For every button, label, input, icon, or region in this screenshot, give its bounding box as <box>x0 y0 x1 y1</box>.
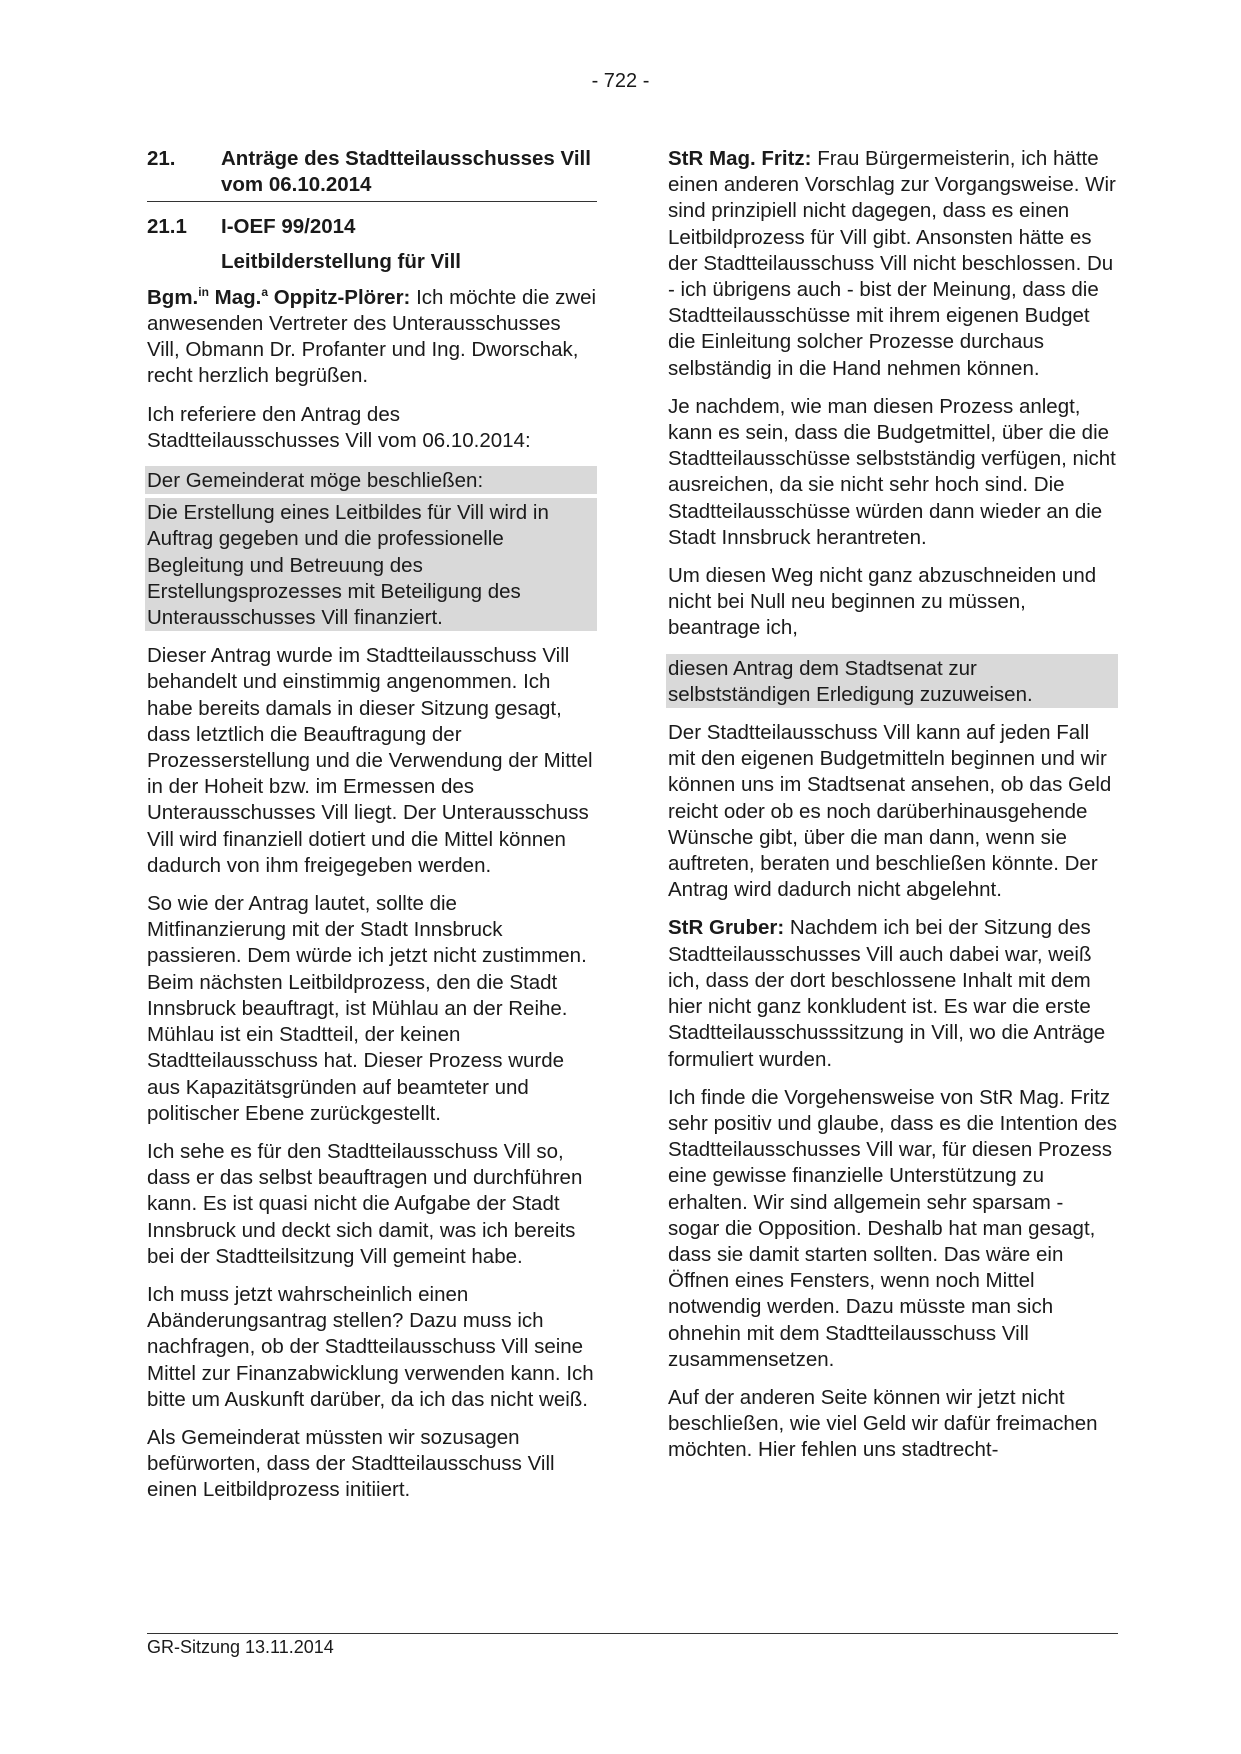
speech-text: Frau Bürgermeisterin, ich hätte einen anderen Vorschlag zur Vorgangsweise. Wir sind prinzipiell nicht dagegen, dass es einen Leitbildprozess für Vill gibt. Ansonsten hätte es der Stadtteilausschuss Vill nicht beschlossen. Du - ich übrigens auch - bist der Meinung, dass die Stadtteilausschüsse mit ihrem eigenen Budget die Einleitung solcher Prozesse durchaus selbständig in die Hand nehmen können. <box>668 147 1116 380</box>
subsection-number: 21.1 <box>147 215 187 239</box>
right-column <box>668 146 1118 1476</box>
paragraph: Auf der anderen Seite können wir jetzt nicht beschließen, wie viel Geld wir dafür freimachen möchten. Hier fehlen uns stadtrecht- <box>668 1385 1098 1462</box>
paragraph: Der Stadtteilausschuss Vill kann auf jeden Fall mit den eigenen Budgetmitteln beginnen und wir können uns im Stadtsenat ansehen, ob das Geld reicht oder ob es noch darüberhinausgehende Wünsche gibt, über die man dann, wenn sie auftreten, beraten und beschließen könnte. Der Antrag wird dadurch nicht abgelehnt. <box>668 721 1112 902</box>
speaker-name: StR Gruber: <box>668 916 785 940</box>
paragraph: Als Gemeinderat müssten wir sozusagen befürworten, dass der Stadtteilausschuss Vill einen Leitbildprozess initiiert. <box>147 1425 555 1502</box>
speaker-name: StR Mag. Fritz: <box>668 147 812 170</box>
paragraph: Ich muss jetzt wahrscheinlich einen Abänderungsantrag stellen? Dazu muss ich nachfragen, ob der Stadtteilausschuss Vill seine Mittel zur Finanzabwicklung verwenden kann. Ich bitte um Auskunft darüber, da ich das nicht weiß. <box>147 1282 594 1411</box>
speech-text: Ich möchte die zwei anwesenden Vertreter des Unterausschusses Vill, Obmann Dr. Profanter und Ing. Dworschak, recht herzlich begrüßen. <box>147 285 597 388</box>
speaker-name: Bgm.$^{in}$ Mag.$^a$ Oppitz-Plörer: <box>147 284 411 309</box>
paragraph: Ich finde die Vorgehensweise von StR Mag. Fritz sehr positiv und glaube, dass es die Intention des Stadtteilausschusses Vill war, für diesen Prozess eine gewisse finanzielle Unterstützung zu erhalten. Wir sind allgemein sehr sparsam - sogar die Opposition. Deshalb hat man gesagt, dass sie damit starten sollten. Das wäre ein Öffnen eines Fensters, wenn noch Mittel notwendig werden. Dazu müsste man sich ohnehin mit dem Stadtteilausschuss Vill zusammensetzen. <box>668 1085 1118 1371</box>
footer-divider <box>147 1633 1118 1634</box>
motion-header-shaded: Der Gemeinderat möge beschließen: <box>145 466 597 494</box>
section-heading <box>147 146 597 202</box>
footer-session-date: GR-Sitzung 13.11.2014 <box>147 1637 334 1657</box>
speech-text: Nachdem ich bei der Sitzung des Stadtteilausschusses Vill auch dabei war, weiß ich, dass der dort beschlossene Inhalt mit dem hier nicht ganz konkludent ist. Es war die erste Stadtteilausschusssitzung in Vill, wo die Anträge formuliert wurden. <box>668 916 1106 1071</box>
paragraph: Ich referiere den Antrag des Stadtteilausschusses Vill vom 06.10.2014: <box>147 402 531 452</box>
left-column <box>147 146 597 1516</box>
paragraph: So wie der Antrag lautet, sollte die Mitfinanzierung mit der Stadt Innsbruck passieren. Dem würde ich jetzt nicht zustimmen. Beim nächsten Leitbildprozess, den die Stadt Innsbruck beauftragt, ist Mühlau an der Reihe. Mühlau ist ein Stadtteil, der keinen Stadtteilausschuss hat. Dieser Prozess wurde aus Kapazitätsgründen auf beamteter und politischer Ebene zurückgestellt. <box>147 892 587 1125</box>
paragraph: Je nachdem, wie man diesen Prozess anlegt, kann es sein, dass die Budgetmittel, über die die Stadtteilausschüsse selbstständig verfügen, nicht ausreichen, da sie nicht sehr hoch sind. Die Stadtteilausschüsse würden dann wieder an die Stadt Innsbruck herantreten. <box>668 394 1116 549</box>
paragraph: Um diesen Weg nicht ganz abzuschneiden und nicht bei Null neu beginnen zu müssen, beantrage ich, <box>668 564 1097 640</box>
amendment-shaded: diesen Antrag dem Stadtsenat zur selbstständigen Erledigung zuzuweisen. <box>666 654 1118 708</box>
speech-fritz <box>668 146 1118 382</box>
paragraph: Dieser Antrag wurde im Stadtteilausschuss Vill behandelt und einstimmig angenommen. Ich habe bereits damals in dieser Sitzung gesagt, dass letztlich die Beauftragung der Prozesserstellung und die Verwendung der Mittel in der Hoheit bzw. im Ermessen des Unterausschusses Vill liegt. Der Unterausschuss Vill wird finanziell dotiert und die Mittel können dadurch von ihm freigegeben werden. <box>147 644 593 877</box>
page-number: - 722 - <box>591 70 650 92</box>
paragraph: Ich sehe es für den Stadtteilausschuss Vill so, dass er das selbst beauftragen und durchführen kann. Es ist quasi nicht die Aufgabe der Stadt Innsbruck und deckt sich damit, was ich bereits bei der Stadtteilsitzung Vill gemeint habe. <box>147 1139 583 1268</box>
subsection-title: Leitbilderstellung für Vill <box>221 249 461 273</box>
speech-gruber <box>668 915 1118 1072</box>
speech-oppitz-ploerer <box>147 285 597 390</box>
section-title: Anträge des Stadtteilausschusses Vill vom 06.10.2014 <box>221 147 591 197</box>
subsection-code: I-OEF 99/2014 <box>221 215 356 239</box>
subsection-heading <box>147 214 597 240</box>
motion-text-shaded: Die Erstellung eines Leitbildes für Vill wird in Auftrag gegeben und die professionelle Begleitung und Betreuung des Erstellungsprozesses mit Beteiligung des Unterausschusses Vill finanziert. <box>145 498 597 631</box>
section-number: 21. <box>147 147 176 170</box>
